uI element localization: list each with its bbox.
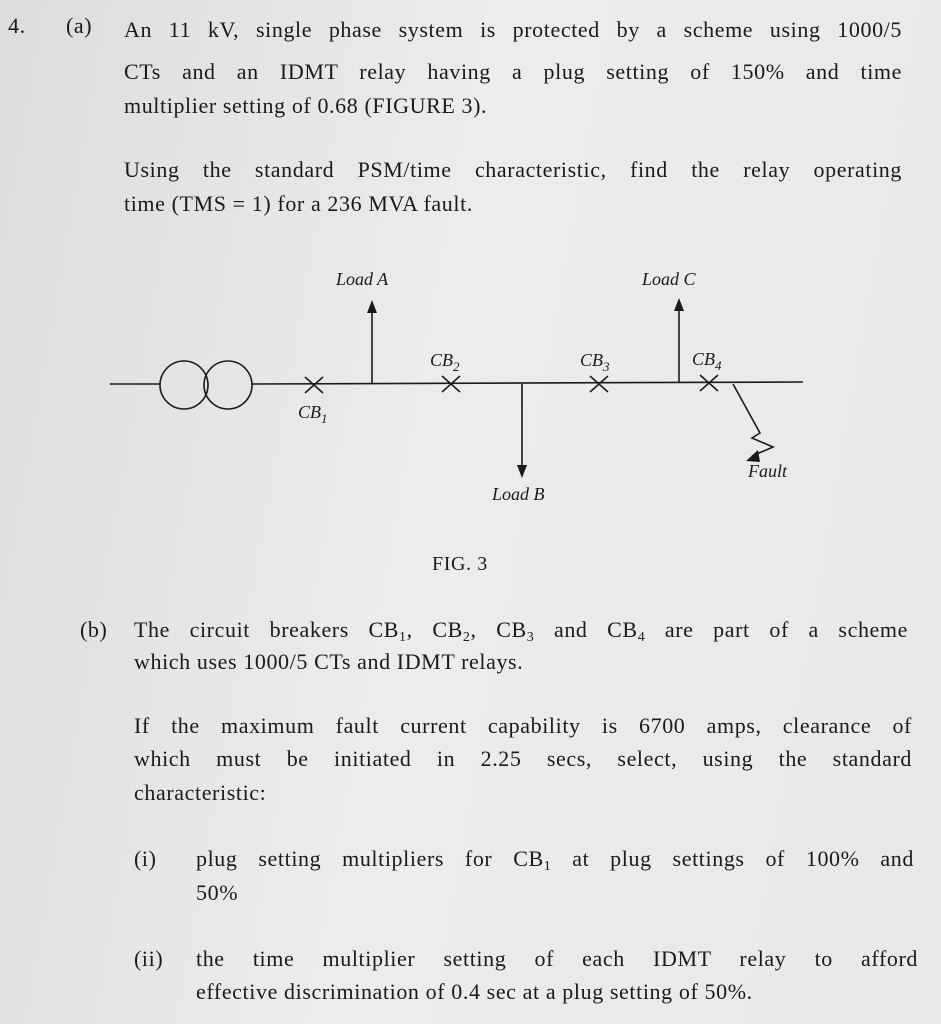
load-b-label: Load B	[492, 484, 545, 504]
transformer-winding-2	[204, 361, 252, 409]
fault-symbol	[733, 384, 773, 456]
item-ii-line-2: effective discrimination of 0.4 sec at a plug setting of 50%.	[196, 979, 753, 1004]
part-a-line-1: An 11 kV, single phase system is protected by a scheme using 1000/5	[124, 17, 902, 42]
load-c-label: Load C	[642, 269, 696, 289]
load-a-arrow-icon	[367, 300, 377, 313]
part-a-label: (a)	[66, 13, 93, 38]
figure-caption: FIG. 3	[432, 553, 488, 575]
item-i-line-1: plug setting multipliers for $CB_1$ at plug settings of 100% and	[196, 846, 914, 874]
item-i-line-2: 50%	[196, 880, 239, 905]
item-ii-label: (ii)	[134, 946, 164, 971]
part-a-line-3: multiplier setting of 0.68 (FIGURE 3).	[124, 93, 488, 118]
figure-3-diagram	[0, 250, 941, 550]
part-b-line-2: which uses 1000/5 CTs and IDMT relays.	[134, 649, 524, 674]
item-ii-line-1: the time multiplier setting of each IDMT relay to afford	[196, 946, 918, 971]
part-b-label: (b)	[80, 617, 108, 642]
part-b-line-4: which must be initiated in 2.25 secs, select, using the standard	[134, 746, 912, 771]
fault-label: Fault	[748, 461, 787, 481]
cb2-label: $CB_2$	[430, 350, 460, 374]
part-a-line-4: Using the standard PSM/time characteristic, find the relay operating	[124, 157, 902, 182]
question-number: 4.	[8, 13, 26, 38]
part-b-line-3: If the maximum fault current capability is 6700 amps, clearance of	[134, 713, 912, 738]
load-b-arrow-icon	[517, 465, 527, 478]
item-i-label: (i)	[134, 846, 157, 871]
part-a-line-5: time (TMS = 1) for a 236 MVA fault.	[124, 191, 473, 216]
cb1-symbol	[305, 377, 323, 393]
cb1-label: $CB_1$	[298, 402, 328, 426]
main-busbar	[252, 382, 803, 384]
cb3-symbol	[590, 376, 608, 392]
transformer-winding-1	[160, 361, 208, 409]
cb3-label: $CB_3$	[580, 350, 610, 374]
load-a-label: Load A	[336, 269, 389, 289]
part-a-line-2: CTs and an IDMT relay having a plug setting of 150% and time	[124, 59, 902, 84]
part-b-line-1: The circuit breakers $CB_1$, $CB_2$, $CB_3$ and $CB_4$ are part of a scheme	[134, 617, 909, 645]
cb4-label: $CB_4$	[692, 349, 722, 373]
part-b-line-5: characteristic:	[134, 780, 267, 805]
load-c-arrow-icon	[674, 298, 684, 311]
